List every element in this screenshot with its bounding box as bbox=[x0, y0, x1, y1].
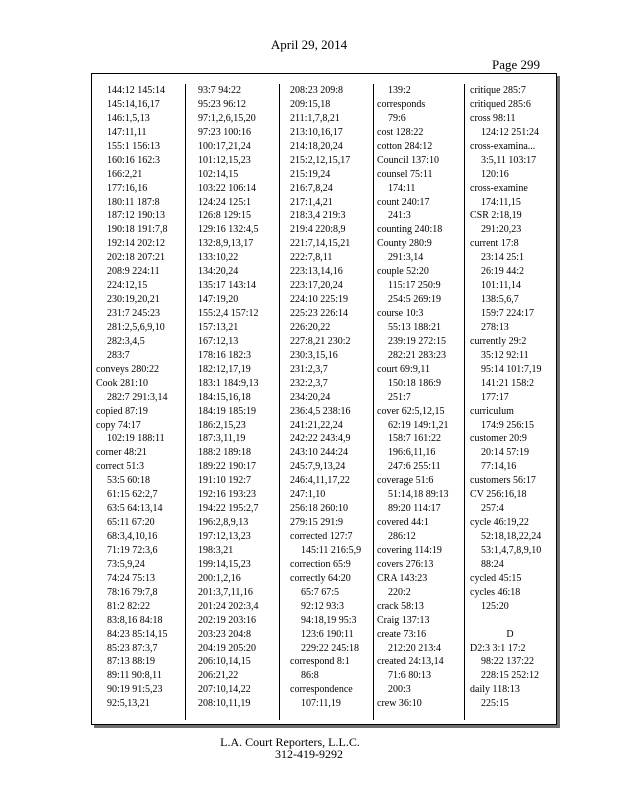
index-entry: correct 51:3 bbox=[96, 461, 145, 473]
index-entry: 102:14,15 bbox=[198, 168, 239, 180]
index-entry: cycle 46:19,22 bbox=[470, 517, 529, 529]
index-entry: 178:16 182:3 bbox=[198, 349, 252, 361]
index-page-refs: 225:15 bbox=[481, 698, 509, 710]
index-entry: cross-examine bbox=[470, 182, 528, 194]
index-entry: Craig 137:13 bbox=[377, 614, 430, 626]
index-entry: 203:23 204:8 bbox=[198, 628, 252, 640]
index-column-3 bbox=[290, 84, 361, 720]
index-entry: 242:22 243:4,9 bbox=[290, 433, 351, 445]
index-entry: 215:19,24 bbox=[290, 168, 331, 180]
index-entry: 209:15,18 bbox=[290, 98, 331, 110]
index-page-refs: 291:20,23 bbox=[481, 224, 522, 236]
index-entry: corner 48:21 bbox=[96, 447, 147, 459]
index-entry: 126:8 129:15 bbox=[198, 210, 252, 222]
index-page-refs: 65:7 67:5 bbox=[301, 586, 340, 598]
index-entry: 183:1 184:9,13 bbox=[198, 377, 259, 389]
index-page-refs: 196:6,11,16 bbox=[388, 447, 436, 459]
index-page-refs: 230:19,20,21 bbox=[107, 294, 160, 306]
index-page-refs: 146:1,5,13 bbox=[107, 112, 150, 124]
index-page-refs: 139:2 bbox=[388, 85, 411, 96]
index-entry: copy 74:17 bbox=[96, 419, 141, 431]
index-entry: correspond 8:1 bbox=[290, 656, 350, 668]
index-entry: corresponds bbox=[377, 98, 426, 110]
index-page-refs: 89:11 90:8,11 bbox=[107, 670, 162, 682]
index-page-refs: 231:7 245:23 bbox=[107, 308, 161, 319]
index-entry: 246:4,11,17,22 bbox=[290, 475, 350, 487]
index-entry: conveys 280:22 bbox=[96, 363, 160, 375]
index-page-refs: 228:15 252:12 bbox=[481, 670, 540, 682]
index-entry: 211:1,7,8,21 bbox=[290, 112, 340, 124]
index-entry: Cook 281:10 bbox=[96, 377, 148, 389]
index-entry: 132:8,9,13,17 bbox=[198, 238, 254, 250]
index-entry: 247:1,10 bbox=[290, 489, 326, 501]
index-page-refs: 145:11 216:5,9 bbox=[301, 544, 362, 556]
index-entry: crew 36:10 bbox=[377, 698, 422, 710]
index-page-refs: 115:17 250:9 bbox=[388, 280, 441, 292]
index-entry: 133:10,22 bbox=[198, 252, 239, 264]
index-entry: 221:7,14,15,21 bbox=[290, 238, 351, 250]
index-entry: course 10:3 bbox=[377, 308, 424, 319]
index-page-refs: 159:7 224:17 bbox=[481, 308, 535, 319]
index-page-refs: 68:3,4,10,16 bbox=[107, 531, 158, 542]
index-page-refs: 220:2 bbox=[388, 586, 411, 598]
index-page-refs: 71:6 80:13 bbox=[388, 670, 432, 682]
index-page-refs: 166:2,21 bbox=[107, 168, 143, 180]
index-page-refs: 63:5 64:13,14 bbox=[107, 503, 163, 515]
index-entry: D2:3 3:1 17:2 bbox=[470, 642, 526, 654]
index-page-refs: 88:24 bbox=[481, 558, 504, 570]
index-entry: counting 240:18 bbox=[377, 224, 443, 236]
index-entry: 241:21,22,24 bbox=[290, 419, 343, 431]
index-entry: copied 87:19 bbox=[96, 405, 148, 417]
index-page-refs: 144:12 145:14 bbox=[107, 85, 166, 96]
index-page-refs: 202:18 207:21 bbox=[107, 252, 166, 264]
index-entry: CSR 2:18,19 bbox=[470, 210, 522, 222]
page-number: Page 299 bbox=[492, 57, 541, 72]
index-entry: 196:2,8,9,13 bbox=[198, 517, 249, 529]
index-entry: 214:18,20,24 bbox=[290, 140, 343, 152]
index-entry: CV 256:16,18 bbox=[470, 489, 527, 501]
index-entry: 206:21,22 bbox=[198, 670, 239, 682]
index-entry: currently 29:2 bbox=[470, 335, 527, 347]
index-entry: 197:12,13,23 bbox=[198, 531, 251, 542]
index-page-refs: 147:11,11 bbox=[107, 126, 147, 138]
index-entry: covers 276:13 bbox=[377, 558, 434, 570]
index-column-2 bbox=[198, 84, 259, 720]
index-entry: 97:1,2,6,15,20 bbox=[198, 112, 256, 124]
index-entry: correctly 64:20 bbox=[290, 572, 351, 584]
index-entry: 157:13,21 bbox=[198, 321, 239, 333]
index-entry: 101:12,15,23 bbox=[198, 154, 251, 166]
index-entry: current 17:8 bbox=[470, 238, 519, 250]
index-page-refs: 71:19 72:3,6 bbox=[107, 544, 158, 556]
index-entry: 216:7,8,24 bbox=[290, 182, 333, 194]
index-page-refs: 123:6 190:11 bbox=[301, 628, 354, 640]
index-entry: 129:16 132:4,5 bbox=[198, 224, 259, 236]
index-page-refs: 52:18,18,22,24 bbox=[481, 531, 542, 542]
index-entry: 189:22 190:17 bbox=[198, 461, 257, 473]
index-entry: created 24:13,14 bbox=[377, 656, 444, 668]
index-page-refs: 20:14 57:19 bbox=[481, 447, 530, 459]
index-page-refs: 212:20 213:4 bbox=[388, 642, 442, 654]
index-entry: 207:10,14,22 bbox=[198, 684, 251, 696]
index-entry: 234:20,24 bbox=[290, 391, 331, 403]
index-page-refs: 282:3,4,5 bbox=[107, 335, 145, 347]
index-page-refs: 187:12 190:13 bbox=[107, 210, 166, 222]
index-page-refs: 286:12 bbox=[388, 531, 416, 542]
index-page-refs: 35:12 92:11 bbox=[481, 349, 529, 361]
index-entry: cycles 46:18 bbox=[470, 586, 521, 598]
index-entry: 97:23 100:16 bbox=[198, 126, 252, 138]
index-entry: 188:2 189:18 bbox=[198, 447, 252, 459]
index-entry: 245:7,9,13,24 bbox=[290, 461, 346, 473]
transcript-date: April 29, 2014 bbox=[270, 37, 348, 52]
index-page-refs: 79:6 bbox=[388, 112, 406, 124]
index-page-refs: 229:22 245:18 bbox=[301, 642, 360, 654]
index-page-refs: 282:7 291:3,14 bbox=[107, 391, 168, 403]
index-page-refs: 53:5 60:18 bbox=[107, 475, 151, 487]
index-page-refs: 3:5,11 103:17 bbox=[481, 154, 537, 166]
index-page-refs: 174:9 256:15 bbox=[481, 419, 535, 431]
index-page-refs: 65:11 67:20 bbox=[107, 517, 155, 529]
index-entry: 93:7 94:22 bbox=[198, 85, 242, 96]
index-entry: customers 56:17 bbox=[470, 475, 536, 487]
index-page-refs: 85:23 87:3,7 bbox=[107, 642, 158, 654]
index-page-refs: 158:7 161:22 bbox=[388, 433, 442, 445]
index-entry: 198:3,21 bbox=[198, 544, 234, 556]
index-entry: covering 114:19 bbox=[377, 544, 442, 556]
index-entry: Council 137:10 bbox=[377, 154, 439, 166]
index-entry: 223:17,20,24 bbox=[290, 280, 343, 292]
index-page-refs: 102:19 188:11 bbox=[107, 433, 165, 445]
index-entry: critique 285:7 bbox=[470, 85, 526, 96]
index-page-refs: 90:19 91:5,23 bbox=[107, 684, 163, 696]
index-page-refs: 247:6 255:11 bbox=[388, 461, 441, 473]
index-column-4 bbox=[377, 84, 449, 720]
index-page-refs: 177:16,16 bbox=[107, 182, 148, 194]
index-page-refs: 257:4 bbox=[481, 503, 504, 515]
index-entry: court 69:9,11 bbox=[377, 363, 430, 375]
index-page-refs: 239:19 272:15 bbox=[388, 335, 447, 347]
index-entry: 184:15,16,18 bbox=[198, 391, 251, 403]
index-entry: 187:3,11,19 bbox=[198, 433, 246, 445]
index-entry: 202:19 203:16 bbox=[198, 614, 257, 626]
index-page-refs: 120:16 bbox=[481, 168, 509, 180]
index-page-refs: 83:8,16 84:18 bbox=[107, 614, 163, 626]
index-entry: 224:10 225:19 bbox=[290, 294, 349, 306]
index-entry bbox=[470, 614, 550, 628]
index-box bbox=[91, 73, 557, 725]
index-entry: 95:23 96:12 bbox=[198, 98, 247, 110]
index-entry: crack 58:13 bbox=[377, 600, 424, 612]
index-page-refs: 81:2 82:22 bbox=[107, 600, 151, 612]
index-entry: daily 118:13 bbox=[470, 684, 520, 696]
index-page-refs: 125:20 bbox=[481, 600, 509, 612]
index-entry: cost 128:22 bbox=[377, 126, 424, 138]
index-entry: 231:2,3,7 bbox=[290, 363, 328, 375]
index-page-refs: 107:11,19 bbox=[301, 698, 341, 710]
index-page-refs: 282:21 283:23 bbox=[388, 349, 447, 361]
index-entry: 199:14,15,23 bbox=[198, 558, 251, 570]
index-entry: CRA 143:23 bbox=[377, 572, 428, 584]
index-page-refs: 101:11,14 bbox=[481, 280, 521, 292]
index-page-refs: 94:18,19 95:3 bbox=[301, 614, 357, 626]
index-page-refs: 174:11,15 bbox=[481, 196, 521, 208]
index-page-refs: 145:14,16,17 bbox=[107, 98, 160, 110]
index-entry: 103:22 106:14 bbox=[198, 182, 257, 194]
index-entry: correspondence bbox=[290, 684, 353, 696]
index-page-refs: 61:15 62:2,7 bbox=[107, 489, 158, 501]
index-page-refs: 73:5,9,24 bbox=[107, 558, 145, 570]
index-page-refs: 180:11 187:8 bbox=[107, 196, 160, 208]
index-entry: 236:4,5 238:16 bbox=[290, 405, 351, 417]
index-page-refs: 177:17 bbox=[481, 391, 509, 403]
index-page-refs: 174:11 bbox=[388, 182, 416, 194]
index-entry: 200:1,2,16 bbox=[198, 572, 241, 584]
index-page-refs: 124:12 251:24 bbox=[481, 126, 540, 138]
index-page-refs: 138:5,6,7 bbox=[481, 294, 519, 306]
index-entry: 230:3,15,16 bbox=[290, 349, 338, 361]
index-entry: 208:10,11,19 bbox=[198, 698, 251, 710]
index-entry: 134:20,24 bbox=[198, 266, 239, 278]
index-entry: cover 62:5,12,15 bbox=[377, 405, 445, 417]
index-entry: coverage 51:6 bbox=[377, 475, 434, 487]
index-page-refs: 190:18 191:7,8 bbox=[107, 224, 168, 236]
index-page-refs: 26:19 44:2 bbox=[481, 266, 525, 278]
index-entry: 243:10 244:24 bbox=[290, 447, 349, 459]
index-page-refs: 62:19 149:1,21 bbox=[388, 419, 449, 431]
index-entry: counsel 75:11 bbox=[377, 168, 433, 180]
index-entry: 184:19 185:19 bbox=[198, 405, 257, 417]
index-entry: 167:12,13 bbox=[198, 335, 239, 347]
index-page-refs: 89:20 114:17 bbox=[388, 503, 441, 515]
index-page-refs: 53:1,4,7,8,9,10 bbox=[481, 544, 542, 556]
footer-phone: 312-419-9292 bbox=[275, 747, 343, 761]
index-page-refs: 92:12 93:3 bbox=[301, 600, 345, 612]
index-entry: 217:1,4,21 bbox=[290, 196, 333, 208]
index-page-refs: 78:16 79:7,8 bbox=[107, 586, 158, 598]
index-page-refs: 77:14,16 bbox=[481, 461, 517, 473]
index-page-refs: 224:12,15 bbox=[107, 280, 148, 292]
index-entry: 124:24 125:1 bbox=[198, 196, 252, 208]
index-page-refs: 192:14 202:12 bbox=[107, 238, 166, 250]
index-page-refs: 23:14 25:1 bbox=[481, 252, 525, 264]
index-entry: critiqued 285:6 bbox=[470, 98, 531, 110]
index-page-refs: 155:1 156:13 bbox=[107, 140, 161, 152]
index-entry: County 280:9 bbox=[377, 238, 432, 250]
index-page-refs: 160:16 162:3 bbox=[107, 154, 161, 166]
index-page-refs: 87:13 88:19 bbox=[107, 656, 156, 668]
index-entry: 155:2,4 157:12 bbox=[198, 308, 259, 319]
index-page-refs: 241:3 bbox=[388, 210, 411, 222]
index-entry: 186:2,15,23 bbox=[198, 419, 246, 431]
index-page-refs: 74:24 75:13 bbox=[107, 572, 156, 584]
index-page-refs: 251:7 bbox=[388, 391, 411, 403]
index-page-refs: 98:22 137:22 bbox=[481, 656, 535, 668]
index-entry: curriculum bbox=[470, 405, 514, 417]
index-entry: 204:19 205:20 bbox=[198, 642, 257, 654]
index-entry: 201:24 202:3,4 bbox=[198, 600, 259, 612]
index-entry: cross-examina... bbox=[470, 140, 536, 152]
index-page-refs: 51:14,18 89:13 bbox=[388, 489, 449, 501]
index-page-refs: 92:5,13,21 bbox=[107, 698, 150, 710]
index-column-5 bbox=[470, 84, 550, 720]
index-entry: 218:3,4 219:3 bbox=[290, 210, 346, 222]
index-entry: 222:7,8,11 bbox=[290, 252, 333, 264]
index-entry: 223:13,14,16 bbox=[290, 266, 343, 278]
index-entry: 279:15 291:9 bbox=[290, 517, 344, 529]
index-entry: cotton 284:12 bbox=[377, 140, 433, 152]
index-page-refs: 291:3,14 bbox=[388, 252, 424, 264]
index-entry: 206:10,14,15 bbox=[198, 656, 251, 668]
index-entry: 100:17,21,24 bbox=[198, 140, 251, 152]
index-entry: count 240:17 bbox=[377, 196, 430, 208]
index-entry: couple 52:20 bbox=[377, 266, 429, 278]
index-entry: 208:23 209:8 bbox=[290, 85, 344, 96]
index-entry: correction 65:9 bbox=[290, 558, 351, 570]
index-page-refs: 278:13 bbox=[481, 321, 509, 333]
index-entry: 227:8,21 230:2 bbox=[290, 335, 351, 347]
index-entry: 192:16 193:23 bbox=[198, 489, 257, 501]
index-entry: cycled 45:15 bbox=[470, 572, 522, 584]
index-page-refs: 55:13 188:21 bbox=[388, 321, 442, 333]
index-entry: 135:17 143:14 bbox=[198, 280, 257, 292]
index-page-refs: 84:23 85:14,15 bbox=[107, 628, 168, 640]
index-entry: 225:23 226:14 bbox=[290, 308, 349, 319]
index-entry: 194:22 195:2,7 bbox=[198, 503, 259, 515]
index-entry: create 73:16 bbox=[377, 628, 427, 640]
index-page-refs: 95:14 101:7,19 bbox=[481, 363, 542, 375]
index-page-refs: 254:5 269:19 bbox=[388, 294, 442, 306]
index-entry: 213:10,16,17 bbox=[290, 126, 343, 138]
index-column-1 bbox=[96, 84, 168, 720]
index-entry: cross 98:11 bbox=[470, 112, 516, 124]
footer-company: L.A. Court Reporters, L.L.C. bbox=[220, 735, 360, 749]
index-page-refs: 200:3 bbox=[388, 684, 411, 696]
index-entry: 201:3,7,11,16 bbox=[198, 586, 253, 598]
index-letter-heading: D bbox=[506, 628, 514, 640]
index-page-refs: 208:9 224:11 bbox=[107, 266, 160, 278]
index-page-refs: 86:8 bbox=[301, 670, 319, 682]
index-entry: 182:12,17,19 bbox=[198, 363, 251, 375]
index-entry: 232:2,3,7 bbox=[290, 377, 328, 389]
index-entry: 147:19,20 bbox=[198, 294, 239, 306]
index-page-refs: 150:18 186:9 bbox=[388, 377, 442, 389]
index-page-refs: 283:7 bbox=[107, 349, 130, 361]
index-entry: 219:4 220:8,9 bbox=[290, 224, 346, 236]
index-entry: corrected 127:7 bbox=[290, 531, 353, 542]
index-page-refs: 281:2,5,6,9,10 bbox=[107, 321, 165, 333]
index-entry: customer 20:9 bbox=[470, 433, 527, 445]
index-entry: 226:20,22 bbox=[290, 321, 331, 333]
index-entry: covered 44:1 bbox=[377, 517, 429, 529]
index-entry: 256:18 260:10 bbox=[290, 503, 349, 515]
index-entry: 215:2,12,15,17 bbox=[290, 154, 351, 166]
index-page-refs: 141:21 158:2 bbox=[481, 377, 535, 389]
index-entry: 191:10 192:7 bbox=[198, 475, 252, 487]
